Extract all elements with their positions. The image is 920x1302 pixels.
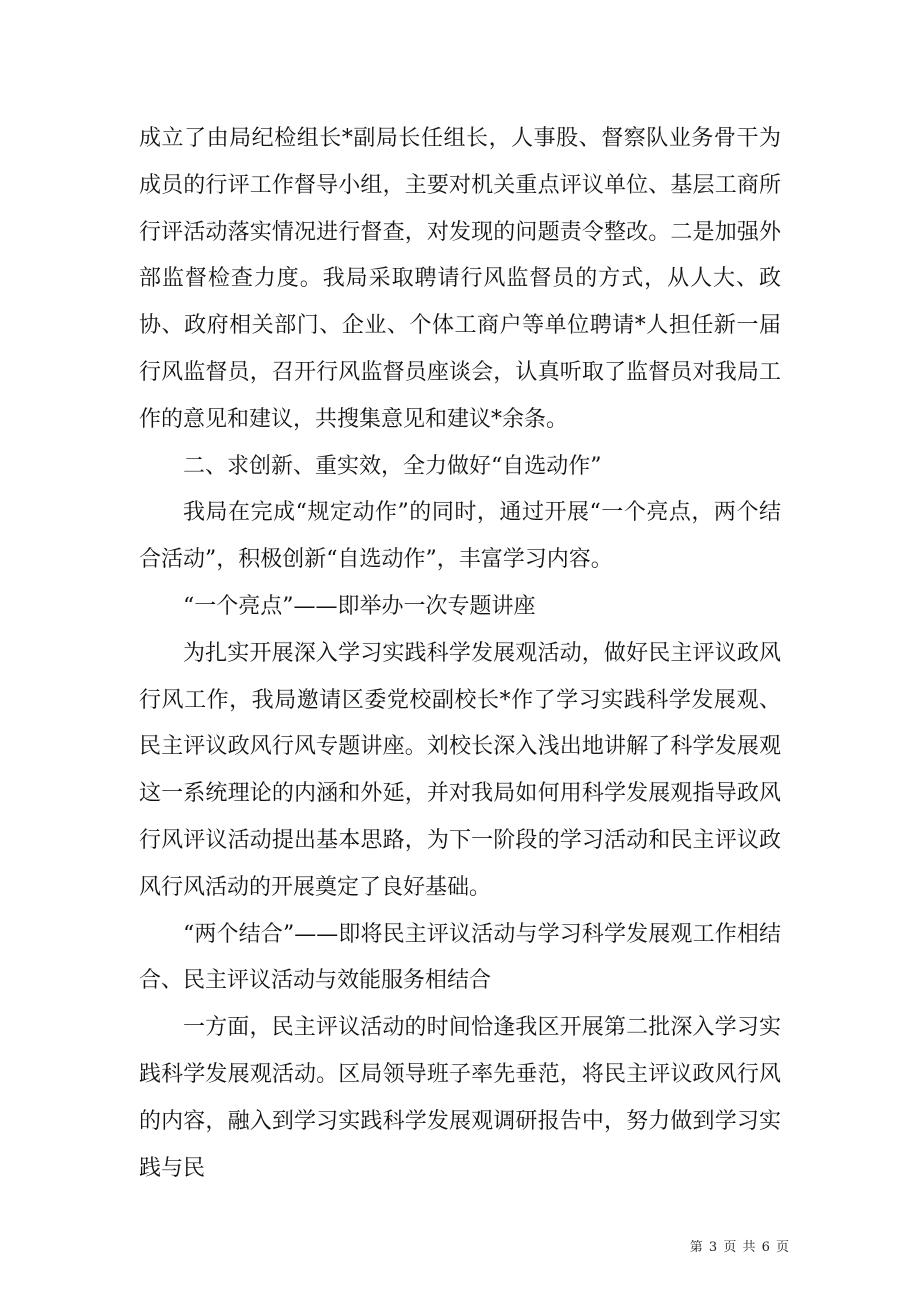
section-heading: 二、求创新、重实效，全力做好“自选动作”	[183, 453, 602, 479]
paragraph-first-aspect: 一方面，民主评议活动的时间恰逢我区开展第二批深入学习实践科学发展观活动。区局领导班子率先垂范，将民主评议政风行风的内容，融入到学习实践科学发展观调研报告中，努力做到学习实践与民	[139, 1015, 781, 1181]
subheading-combinations: “两个结合”——即将民主评议活动与学习科学发展观工作相结合、民主评议活动与效能服务相结合	[139, 921, 781, 994]
paragraph-intro: 我局在完成“规定动作”的同时，通过开展“一个亮点，两个结合活动”，积极创新“自选动作”，丰富学习内容。	[139, 500, 781, 573]
page-number-footer: 第 3 页 共 6 页	[689, 1240, 790, 1255]
paragraph-continuation: 成立了由局纪检组长*副局长任组长，人事股、督察队业务骨干为成员的行评工作督导小组，主要对机关重点评议单位、基层工商所行评活动落实情况进行督查，对发现的问题责令整改。二是加强外部监督检查力度。我局采取聘请行风监督员的方式，从人大、政协、政府相关部门、企业、个体工商户等单位聘请*人担任新一届行风监督员，召开行风监督员座谈会，认真听取了监督员对我局工作的意见和建议，共搜集意见和建议*余条。	[139, 126, 781, 432]
document-body	[139, 116, 781, 1192]
paragraph-lecture: 为扎实开展深入学习实践科学发展观活动，做好民主评议政风行风工作，我局邀请区委党校副校长*作了学习实践科学发展观、民主评议政风行风专题讲座。刘校长深入浅出地讲解了科学发展观这一系统理论的内涵和外延，并对我局如何用科学发展观指导政风行风评议活动提出基本思路，为下一阶段的学习活动和民主评议政风行风活动的开展奠定了良好基础。	[139, 640, 781, 900]
subheading-highlight: “一个亮点”——即举办一次专题讲座	[183, 593, 536, 619]
